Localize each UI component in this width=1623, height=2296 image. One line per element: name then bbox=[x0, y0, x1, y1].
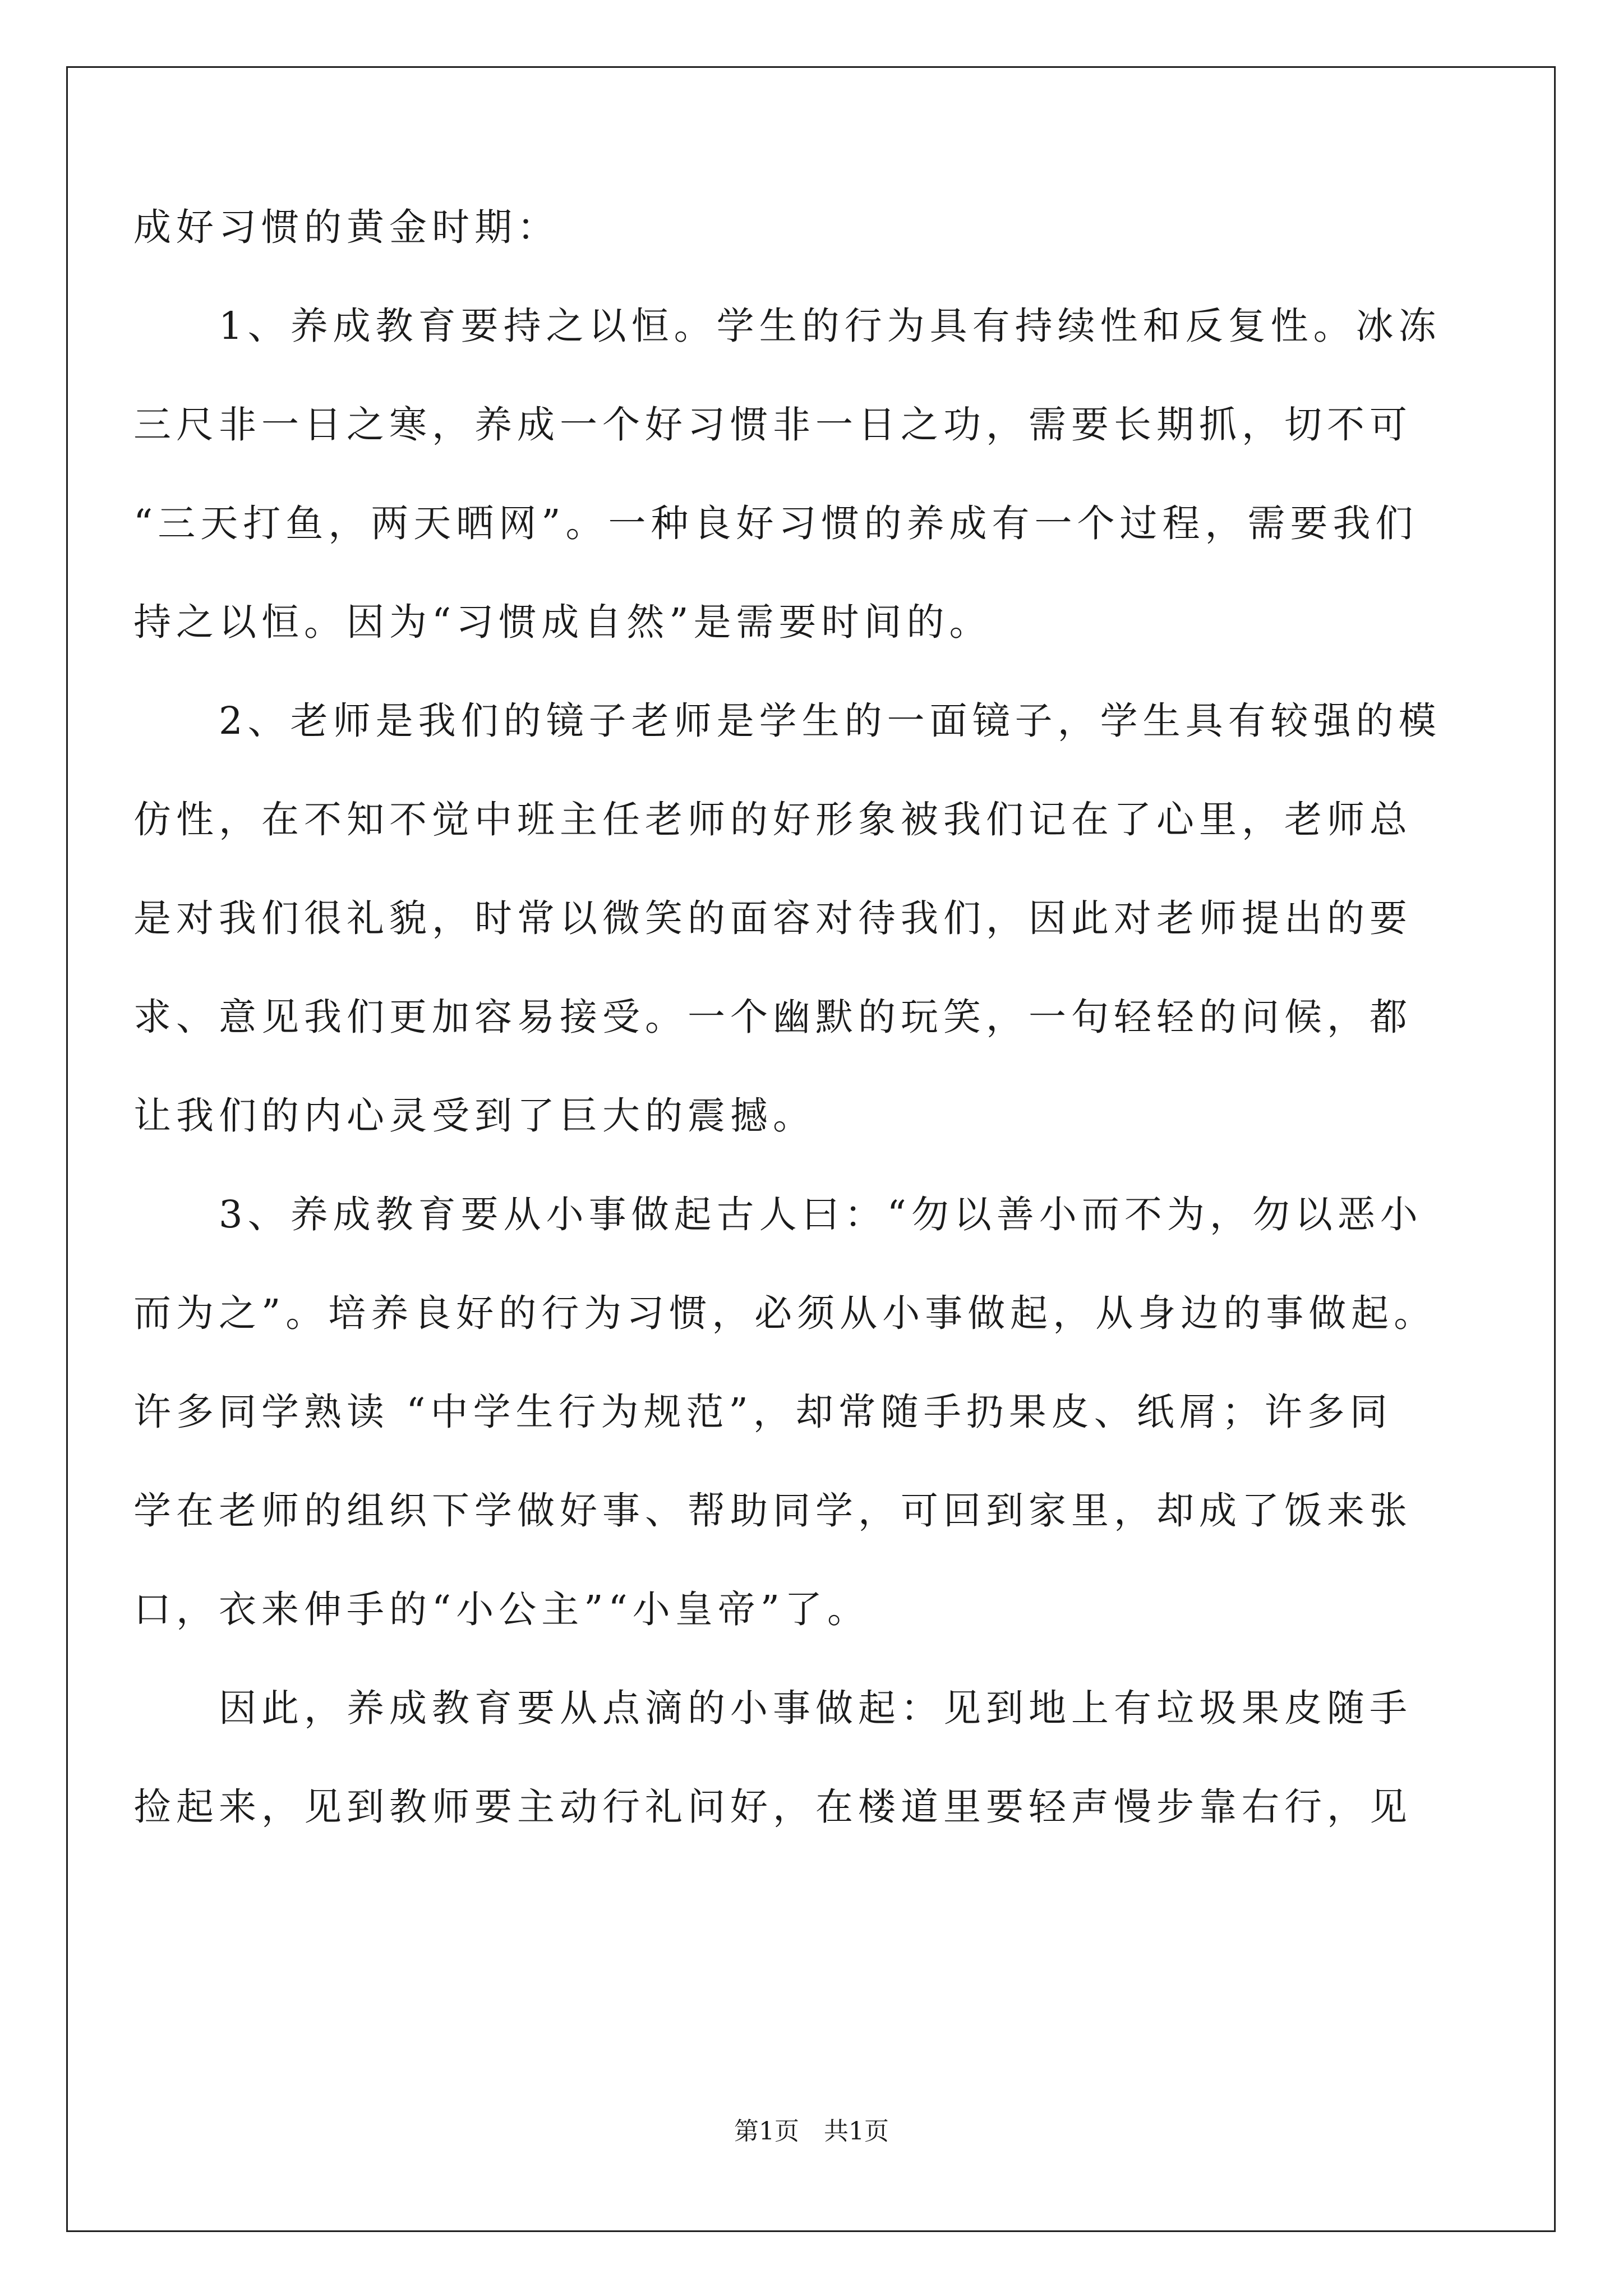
text-line: 2、老师是我们的镜子老师是学生的一面镜子，学生具有较强的模 bbox=[133, 699, 1441, 743]
text-line: 成好习惯的黄金时期： bbox=[133, 205, 560, 249]
text-line: 口，衣来伸手的“小公主”“小皇帝”了。 bbox=[133, 1588, 870, 1631]
text-line: 3、养成教育要从小事做起古人曰：“勿以善小而不为，勿以恶小 bbox=[133, 1193, 1423, 1236]
text-line: 捡起来，见到教师要主动行礼问好，在楼道里要轻声慢步靠右行，见 bbox=[133, 1785, 1412, 1829]
text-line: “三天打鱼，两天晒网”。一种良好习惯的养成有一个过程，需要我们 bbox=[133, 501, 1418, 545]
text-line: 而为之”。培养良好的行为习惯，必须从小事做起，从身边的事做起。 bbox=[133, 1291, 1437, 1335]
text-line: 因此，养成教育要从点滴的小事做起：见到地上有垃圾果皮随手 bbox=[133, 1686, 1412, 1730]
text-line: 持之以恒。因为“习惯成自然”是需要时间的。 bbox=[133, 600, 992, 644]
text-line: 是对我们很礼貌，时常以微笑的面容对待我们，因此对老师提出的要 bbox=[133, 896, 1412, 940]
text-line: 求、意见我们更加容易接受。一个幽默的玩笑，一句轻轻的问候，都 bbox=[133, 995, 1412, 1039]
text-line: 许多同学熟读 “中学生行为规范”，却常随手扔果皮、纸屑；许多同 bbox=[133, 1390, 1393, 1434]
page-number: 第1页 共1页 bbox=[734, 2117, 889, 2146]
text-line: 仿性，在不知不觉中班主任老师的好形象被我们记在了心里，老师总 bbox=[133, 798, 1412, 841]
text-line: 1、养成教育要持之以恒。学生的行为具有持续性和反复性。冰冻 bbox=[133, 304, 1441, 348]
text-line: 三尺非一日之寒，养成一个好习惯非一日之功，需要长期抓，切不可 bbox=[133, 403, 1412, 447]
text-line: 学在老师的组织下学做好事、帮助同学，可回到家里，却成了饭来张 bbox=[133, 1489, 1412, 1533]
text-line: 让我们的内心灵受到了巨大的震撼。 bbox=[133, 1094, 815, 1138]
page-border bbox=[66, 66, 1556, 2232]
